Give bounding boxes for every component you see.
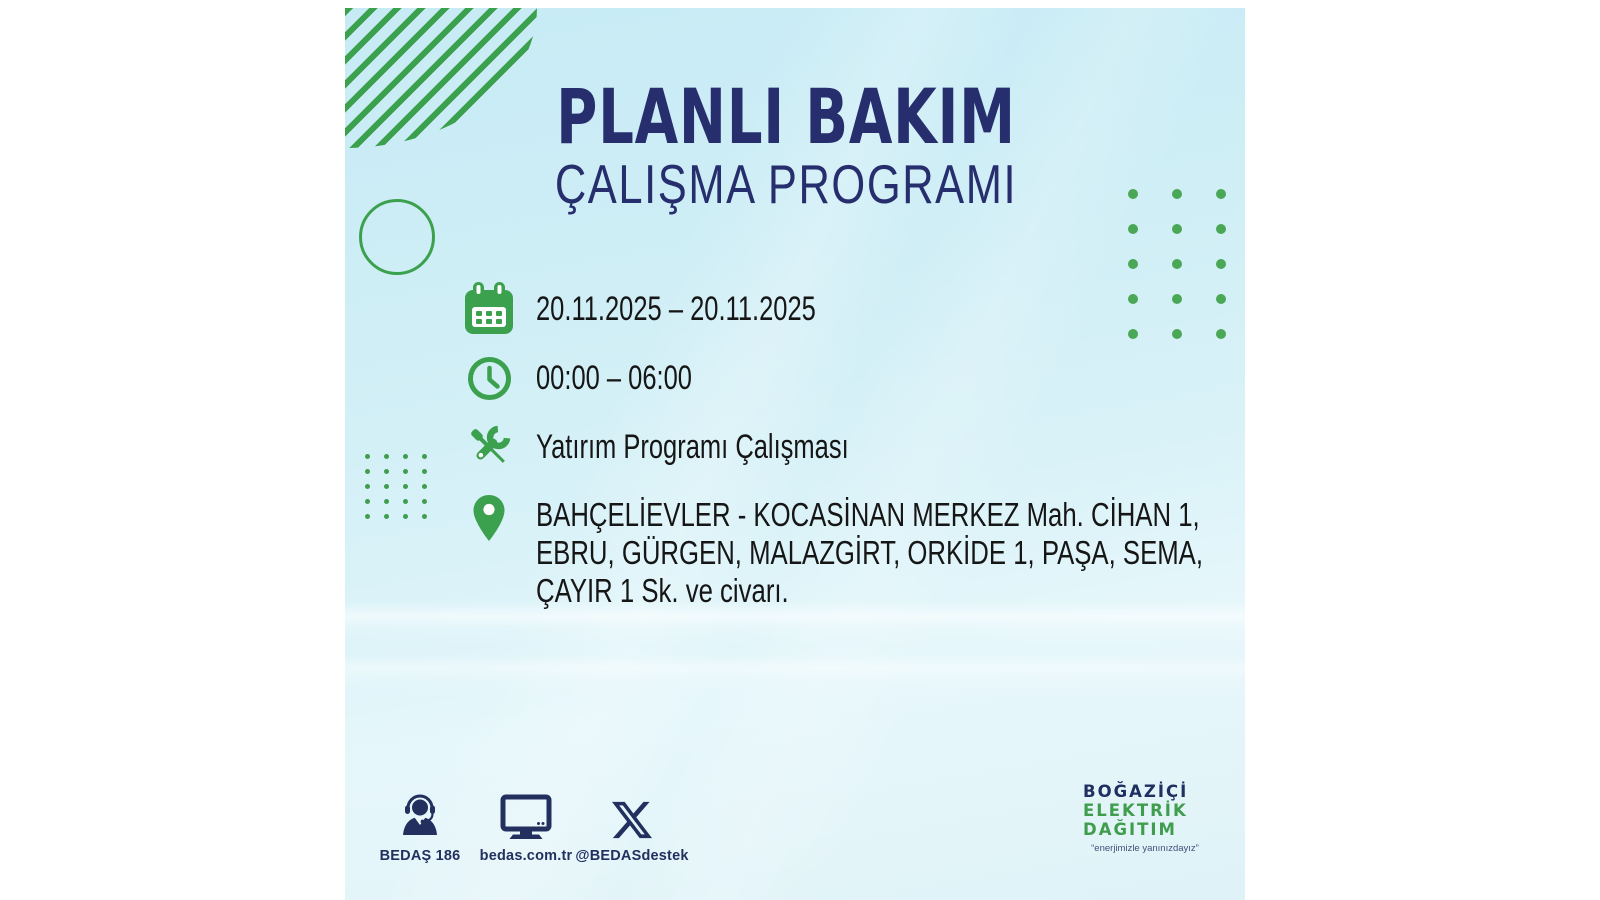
dots-grid-left-decor [365, 454, 427, 519]
location-pin-icon [460, 488, 518, 545]
poster-subtitle: ÇALIŞMA PROGRAMI [554, 153, 1018, 215]
logo-line-elektrik: ELEKTRİK [1083, 801, 1188, 820]
tools-icon [460, 422, 518, 472]
location-text [536, 496, 1203, 610]
contact-label: bedas.com.tr [479, 848, 573, 864]
poster-title: PLANLI BAKIM [556, 72, 1016, 161]
location-line: BAHÇELİEVLER - KOCASİNAN MERKEZ Mah. CİHAN 1, [536, 496, 1200, 533]
contact-label: BEDAŞ 186 [379, 848, 461, 864]
date-row [460, 280, 909, 338]
header [345, 72, 1227, 215]
contact-website [474, 790, 578, 864]
dots-grid-right-decor [1128, 189, 1226, 339]
footer-contacts [368, 790, 689, 864]
calendar-icon [460, 280, 518, 338]
logo-tagline: “enerjimizle yanınızdayız” [1091, 843, 1199, 854]
work-type-text: Yatırım Programı Çalışması [536, 427, 849, 466]
monitor-icon [500, 790, 552, 840]
time-row [460, 355, 744, 402]
bedas-logo [1083, 782, 1207, 854]
location-row [460, 488, 1245, 610]
location-line: EBRU, GÜRGEN, MALAZGİRT, ORKİDE 1, PAŞA, SEMA, [536, 534, 1204, 571]
call-center-agent-icon [397, 790, 443, 840]
x-logo-icon [612, 790, 652, 840]
circle-outline-decor [359, 199, 435, 275]
logo-line-dagitim: DAĞITIM [1083, 820, 1177, 839]
contact-label: @BEDASdestek [575, 848, 689, 864]
clock-icon [460, 355, 518, 402]
work-type-row [460, 422, 953, 472]
contact-call-center [368, 790, 472, 864]
contact-x-account [575, 790, 689, 864]
location-line: ÇAYIR 1 Sk. ve civarı. [536, 572, 789, 609]
date-range-text: 20.11.2025 – 20.11.2025 [536, 289, 816, 328]
logo-line-bogazici: BOĞAZİÇİ [1083, 782, 1189, 801]
time-range-text: 00:00 – 06:00 [536, 359, 692, 397]
announcement-poster [345, 8, 1245, 900]
